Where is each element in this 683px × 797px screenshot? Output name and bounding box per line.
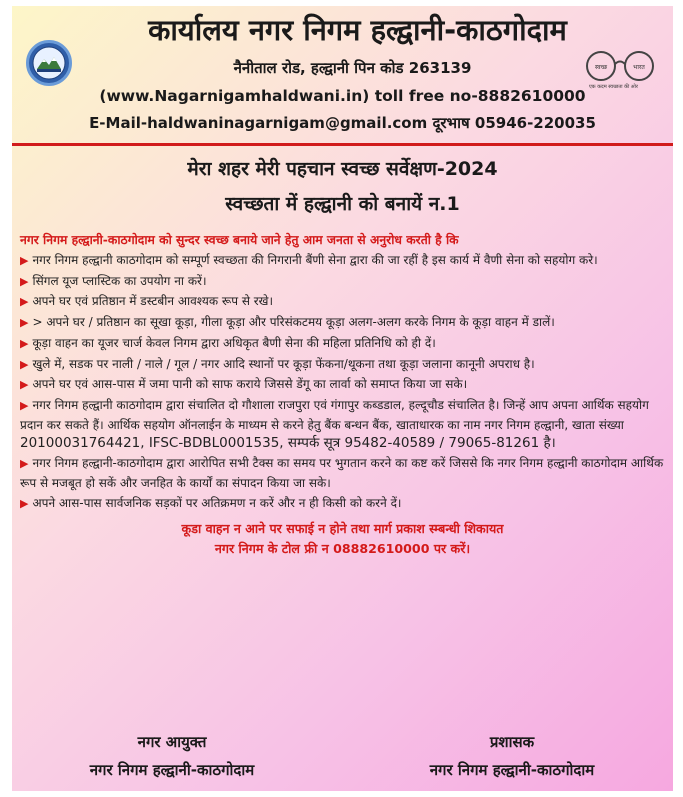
appeal-body [20,231,665,559]
signature-org: नगर निगम हल्द्वानी-काठगोदाम [429,761,595,779]
appeal-intro: नगर निगम हल्द्वानी-काठगोदाम को सुन्दर स्वच्छ बनाये जाने हेतु आम जनता से अनुरोध करती है कि [20,233,459,247]
appeal-point [20,454,665,492]
appeal-point [20,313,665,333]
appeal-point [20,494,665,514]
email-phone-line: E-Mail-haldwaninagarnigam@gmail.com दूरभाष 05946-220035 [89,114,596,132]
bank-details: 20100031764421, IFSC-BDBL0001535, सम्पर्क सूत्र 95482-40589 / 79065-81261 है। [20,435,556,452]
swachh-word: स्वच्छ [594,64,608,71]
point-text: सिंगल यूज प्लास्टिक का उपयोग ना करें। [32,273,207,288]
signature-administrator [362,728,662,784]
notice-line-1: कूडा वाहन न आने पर सफाई न होने तथा मार्ग प्रकाश स्म्बन्धी शिकायत [181,521,504,537]
point-text: खुले में, सडक पर नाली / नाले / गूल / नगर आदि स्थानों पर कूड़ा फेंकना/थूकना तथा कूड़ा जलाना कानूनी अपराध है। [32,356,535,371]
bharat-word: भारत [633,64,645,71]
point-text: नगर निगम हल्द्वानी-काठगोदाम द्वारा आरोपित सभी टैक्स का समय पर भुगतान करने का कष्ट करें जिससे कि नगर निगम हल्द्वानी काठगोदाम आर्थिक रूप से मजबूत हो सकें और जनहित के कार्यों का संपादन किया जा सके। [20,456,664,490]
complaint-notice [20,519,665,559]
appeal-point [20,355,665,375]
office-title: कार्यालय नगर निगम हल्द्वानी-काठगोदाम [148,13,567,47]
arrow-icon: ▶ [20,457,29,471]
header [12,6,673,144]
appeal-point [20,272,665,292]
point-text: नगर निगम हल्द्वानी काठगोदाम द्वारा संचालित दो गौशाला राजपुरा एवं गंगापुर कब्डडाल, हल्दूचौड संचालित है। जिन्हें आप अपना आर्थिक सहयोग प्रदान कर सकते हैं। आर्थिक सहयोग ऑनलाईन के माध्यम से करने हेतु बैंक बन्धन बैंक, खाताधारक का नाम नगर निगम हल्द्वानी, खाता संख्या [20,398,649,432]
signature-title: प्रशासक [489,733,535,751]
arrow-icon: ▶ [20,399,29,413]
signature-title: नगर आयुक्त [137,733,207,751]
signature-commissioner [22,728,322,784]
point-text: अपने घर एवं प्रतिष्ठान में डस्टबीन आवश्यक रूप से रखे। [32,294,274,309]
arrow-icon: ▶ [20,295,29,309]
appeal-point [20,251,665,271]
point-text: अपने घर एवं आस-पास में जमा पानी को साफ कराये जिससे डेंगू का लार्वा को समाप्त किया जा सके। [32,377,468,392]
arrow-icon: ▶ [20,378,29,392]
swachh-bharat-logo-icon [583,50,657,96]
slogan-line-1: मेरा शहर मेरी पहचान स्वच्छ सर्वेक्षण-2024 [187,158,498,180]
address-line: नैनीताल रोड, हल्द्वानी पिन कोड 263139 [233,59,472,77]
appeal-point [20,396,665,434]
poster [12,6,673,791]
arrow-icon: ▶ [20,496,29,510]
signature-org: नगर निगम हल्द्वानी-काठगोदाम [89,761,255,779]
swachh-logo-caption: एक कदम स्वच्छता की ओर [589,84,638,90]
notice-line-2: नगर निगम के टोल फ्री न 08882610000 पर करें। [214,541,471,557]
slogan-line-2: स्वच्छता में हल्द्वानी को बनायें न.1 [225,193,460,215]
point-text: कूड़ा वाहन का यूजर चार्ज केवल निगम द्वारा अधिकृत बैणी सेना की महिला प्रतिनिधि को ही दें। [32,335,436,350]
arrow-icon: ▶ [20,274,29,288]
point-text: नगर निगम हल्द्वानी काठगोदाम को सम्पूर्ण स्वच्छता की निगरानी बैंणी सेना द्वारा की जा रहीं है इस कार्य में वैणी सेना को सहयोग करे। [32,252,598,267]
arrow-icon: ▶ [20,336,29,350]
appeal-point [20,375,665,395]
arrow-icon: ▶ [20,357,29,371]
point-text: अपने आस-पास सार्वजनिक सड़कों पर अतिक्रमण न करें और न ही किसी को करने दें। [32,495,402,510]
point-text: > अपने घर / प्रतिष्ठान का सूखा कूड़ा, गीला कूड़ा और परिसंकटमय कूड़ा अलग-अलग करके निगम के कूड़ा वाहन में डालें। [32,315,555,330]
arrow-icon: ▶ [20,253,29,267]
appeal-point [20,334,665,354]
website-tollfree-line: (www.Nagarnigamhaldwani.in) toll free no-8882610000 [99,87,586,105]
arrow-icon: ▶ [20,316,29,330]
appeal-point [20,292,665,312]
red-divider [12,143,673,146]
